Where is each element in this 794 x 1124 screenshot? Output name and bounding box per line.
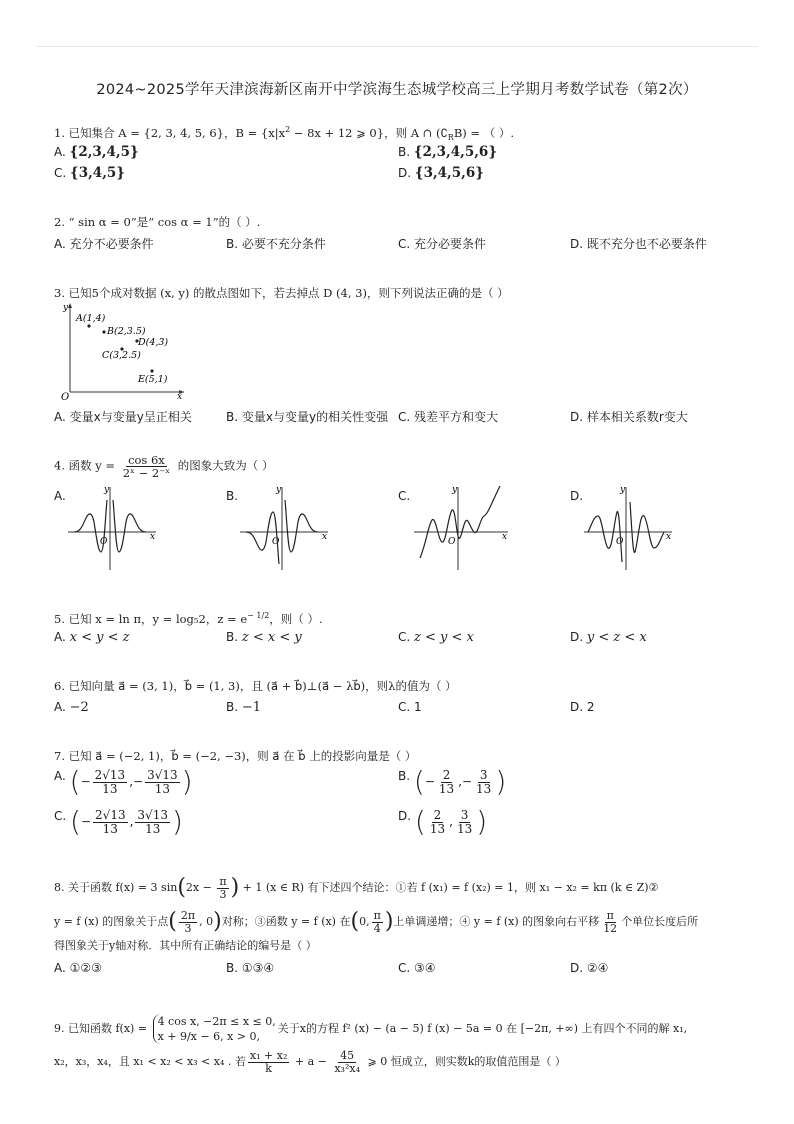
point-c-label: C(3,2.5) xyxy=(102,350,141,361)
question-4-stem: 4. 函数 y = $\frac{\cos 6x}{\text{2ˣ − 2⁻ˣ}}$ 的图象大致为（ ） xyxy=(54,453,274,481)
point-e xyxy=(150,369,153,372)
top-divider xyxy=(36,46,758,47)
x-axis-label: x xyxy=(150,532,156,542)
question-6-stem: 6. 已知向量 a⃗ = (3, 1)，b⃗ = (1, 3)，且 (a⃗ + b⃗)⊥(a⃗ − λb⃗)，则λ的值为（ ） xyxy=(54,679,457,693)
question-4-option-b[interactable]: B. xyxy=(226,489,239,503)
question-5-stem: 5. 已知 x = ln π，y = log₅2，$z = e^{- 1/2}$，则（ ）. xyxy=(54,611,323,626)
question-3-option-a[interactable]: A. 变量x与变量y呈正相关 xyxy=(54,410,192,424)
question-3-stem: 3. 已知5个成对数据 (x, y) 的散点图如下，若去掉点 D (4, 3)，则下列说法正确的是（ ） xyxy=(54,286,509,300)
y-axis-label: y xyxy=(104,485,110,495)
point-d-label: D(4,3) xyxy=(138,337,169,348)
curve xyxy=(420,486,500,558)
question-7-option-b[interactable]: B. (− $\frac{2}{13}$ ,− $\frac{3}{13}$ ) xyxy=(398,765,507,798)
question-1-option-b[interactable]: B. {2,3,4,5,6} xyxy=(398,144,498,160)
x-axis-label: x xyxy=(666,532,672,542)
question-7-stem: 7. 已知 a⃗ = (−2, 1)，b⃗ = (−2, −3)，则 a⃗ 在 b⃗ 上的投影向量是（ ） xyxy=(54,749,417,763)
question-6-option-c[interactable]: C. 1 xyxy=(398,700,422,714)
y-axis-label: y xyxy=(620,485,626,495)
question-9-line-1: 9. 已知函数 f(x) = 4 cos x, −2π ≤ x ≤ 0, x + 9/x − 6, x > 0, 关于x的方程 f² (x) − (a − 5) f (x) − 5a = 0 在 [−2π, +∞) 上有四个不同的解 x₁, xyxy=(54,1015,688,1043)
x-axis-label: x xyxy=(322,532,328,542)
graph-option-c[interactable] xyxy=(412,482,512,572)
point-e-label: E(5,1) xyxy=(138,374,168,385)
question-4-option-d[interactable]: D. xyxy=(570,489,584,503)
origin-label: O xyxy=(616,537,624,547)
question-4-option-c[interactable]: C. xyxy=(398,489,411,503)
question-1-option-d[interactable]: D. {3,4,5,6} xyxy=(398,165,484,181)
question-1-option-a[interactable]: A. {2,3,4,5} xyxy=(54,144,139,160)
question-6-option-b[interactable]: B. −1 xyxy=(226,700,262,715)
question-2-option-c[interactable]: C. 充分必要条件 xyxy=(398,237,487,251)
page-title: 2024~2025学年天津滨海新区南开中学滨海生态城学校高三上学期月考数学试卷（第2次） xyxy=(96,82,698,98)
question-8-option-c[interactable]: C. ③④ xyxy=(398,961,436,975)
question-1-stem: 1. 已知集合 A = {2, 3, 4, 5, 6}，$B = \{x|x^2 - 8x + 12$ ⩾ 0}，则 A ∩ $(∁_RB)$ = （ ）. xyxy=(54,125,515,143)
point-a-label: A(1,4) xyxy=(76,313,106,324)
origin-label: O xyxy=(61,392,70,402)
graph-option-b[interactable] xyxy=(238,482,334,572)
y-axis-label: y xyxy=(452,485,458,495)
question-5-option-b[interactable]: B. z < x < y xyxy=(226,630,302,645)
question-2-option-b[interactable]: B. 必要不充分条件 xyxy=(226,237,326,251)
origin-label: O xyxy=(272,537,280,547)
origin-label: O xyxy=(100,537,108,547)
point-a xyxy=(87,324,90,327)
question-8-option-b[interactable]: B. ①③④ xyxy=(226,961,275,975)
question-6-option-a[interactable]: A. −2 xyxy=(54,700,89,715)
question-8-option-d[interactable]: D. ②④ xyxy=(570,961,609,975)
y-axis-arrow xyxy=(68,303,72,308)
question-7-option-a[interactable]: A. (− $\frac{2√13}{13}$ ,− $\frac{3√13}{13}$ ) xyxy=(54,765,193,798)
question-5-option-c[interactable]: C. z < y < x xyxy=(398,630,474,645)
graph-option-d[interactable] xyxy=(582,482,678,572)
question-2-stem: 2. “ sin α = 0”是“ cos α = 1”的（ ）. xyxy=(54,215,261,229)
question-6-option-d[interactable]: D. 2 xyxy=(570,700,595,714)
x-axis-label: x xyxy=(177,392,183,402)
y-axis-label: y xyxy=(276,485,282,495)
graph-option-a[interactable] xyxy=(66,482,162,572)
question-7-option-d[interactable]: D. ( $\frac{2}{13}$ , $\frac{3}{13}$ ) xyxy=(398,805,488,838)
piecewise-cases: 4 cos x, −2π ≤ x ≤ 0, x + 9/x − 6, x > 0, xyxy=(153,1014,276,1044)
question-8-line-2: y = f (x) 的图象关于点( $\frac{2\pi}{3}$ , 0)对称；③函数 y = f (x) 在(0, $\frac{\pi}{4}$ )上单调递增；④ y = f (x) 的图象向右平移 $\frac{\pi}{12}$ 个单位长度后所 xyxy=(54,909,699,935)
question-5-option-a[interactable]: A. x < y < z xyxy=(54,630,130,645)
point-b xyxy=(102,330,105,333)
question-3-option-d[interactable]: D. 样本相关系数r变大 xyxy=(570,410,688,424)
question-8-line-3: 得图象关于y轴对称．其中所有正确结论的编号是（ ） xyxy=(54,939,317,952)
question-8-option-a[interactable]: A. ①②③ xyxy=(54,961,102,975)
origin-label: O xyxy=(448,537,456,547)
x-axis-label: x xyxy=(502,532,508,542)
question-1-option-c[interactable]: C. {3,4,5} xyxy=(54,165,125,181)
point-b-label: B(2,3.5) xyxy=(107,326,146,337)
question-7-option-c[interactable]: C. (− $\frac{2√13}{13}$ , $\frac{3√13}{13}$ ) xyxy=(54,805,183,838)
question-3-option-b[interactable]: B. 变量x与变量y的相关性变强 xyxy=(226,410,389,424)
question-2-option-a[interactable]: A. 充分不必要条件 xyxy=(54,237,154,251)
question-9-line-2: x₂，x₃，x₄，且 x₁ < x₂ < x₃ < x₄ . 若 $\frac{\text{x₁ + x₂}}{k}$ + a − $\frac{45}{\text{x₃²x₄}}$ ⩾ 0 恒成立，则实数k的取值范围是（ ） xyxy=(54,1049,566,1075)
question-5-option-d[interactable]: D. y < z < x xyxy=(570,630,647,645)
y-axis-label: y xyxy=(63,303,69,313)
scatter-plot xyxy=(56,300,186,402)
question-2-option-d[interactable]: D. 既不充分也不必要条件 xyxy=(570,237,707,251)
question-3-option-c[interactable]: C. 残差平方和变大 xyxy=(398,410,499,424)
question-8-line-1: 8. 关于函数 f(x) = 3 sin(2x − $\frac{\pi}{3}$ ) + 1 (x ∈ R) 有下述四个结论：①若 f (x₁) = f (x₂) = 1，则 x₁ − x₂ = kπ (k ∈ Z)② xyxy=(54,875,659,901)
question-4-option-a[interactable]: A. xyxy=(54,489,66,503)
